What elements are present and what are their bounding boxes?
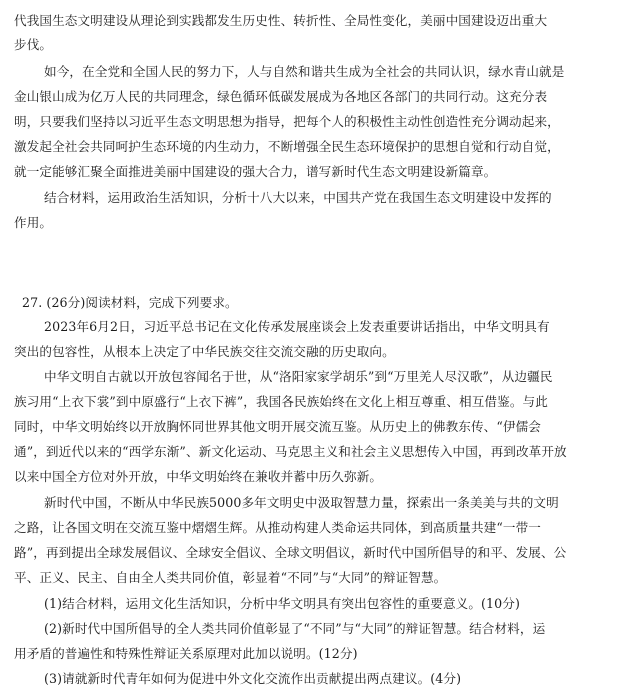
question-prompt-line: 结合材料，运用政治生活知识，分析十八大以来，中国共产党在我国生态文明建设中发挥的 bbox=[44, 190, 552, 205]
sub-question-2-cont: 用矛盾的普遍性和特殊性辩证关系原理对此加以说明。(12分) bbox=[14, 646, 358, 661]
question-prompt-line: 作用。 bbox=[14, 215, 53, 230]
material-line: 族习用“上衣下裳”到中原盛行“上衣下裤”，我国各民族始终在文化上相互尊重、相互借鉴。与此 bbox=[14, 394, 548, 409]
material-line: 突出的包容性，从根本上决定了中华民族交往交流交融的历史取向。 bbox=[14, 344, 395, 359]
material-line: 平、正义、民主、自由全人类共同价值，彰显着“不同”与“大同”的辩证智慧。 bbox=[14, 570, 447, 585]
passage-line: 明，只要我们坚持以习近平生态文明思想为指导，把每个人的积极性主动性创造性充分调动起来， bbox=[14, 114, 560, 129]
sub-question-2: (2)新时代中国所倡导的全人类共同价值彰显了“不同”与“大同”的辩证智慧。结合材料，运 bbox=[44, 621, 546, 636]
passage-line: 就一定能够汇聚全面推进美丽中国建设的强大合力，谱写新时代生态文明建设新篇章。 bbox=[14, 164, 497, 179]
material-line: 以来中国全方位对外开放，中华文明始终在兼收并蓄中历久弥新。 bbox=[14, 469, 383, 484]
passage-line: 激发起全社会共同呵护生态环境的内生动力，不断增强全民生态环境保护的思想自觉和行动自觉， bbox=[14, 139, 560, 154]
material-line: 通”，到近代以来的“西学东渐”、新文化运动、马克思主义和社会主义思想传入中国，再到改革开放 bbox=[14, 444, 567, 459]
material-line: 同时，中华文明始终以开放胸怀同世界其他文明开展交流互鉴。从历史上的佛教东传、“伊儒会 bbox=[14, 419, 541, 434]
passage-line: 如今，在全党和全国人民的努力下，人与自然和谐共生成为全社会的共同认识，绿水青山就是 bbox=[44, 64, 565, 79]
passage-line: 金山银山成为亿万人民的共同理念，绿色循环低碳发展成为各地区各部门的共同行动。这充分表 bbox=[14, 89, 548, 104]
sub-question-3: (3)请就新时代青年如何为促进中外文化交流作出贡献提出两点建议。(4分) bbox=[44, 671, 462, 686]
material-line: 2023年6月2日，习近平总书记在文化传承发展座谈会上发表重要讲话指出，中华文明具有 bbox=[44, 319, 550, 334]
passage-line: 步伐。 bbox=[14, 37, 53, 52]
material-line: 路”，再到提出全球发展倡议、全球安全倡议、全球文明倡议，新时代中国所倡导的和平、发展、公 bbox=[14, 545, 567, 560]
material-line: 新时代中国，不断从中华民族5000多年文明史中汲取智慧力量，探索出一条美美与共的文明 bbox=[44, 495, 559, 510]
sub-question-1: (1)结合材料，运用文化生活知识，分析中华文明具有突出包容性的重要意义。(10分) bbox=[44, 596, 520, 611]
question-heading: 27. (26分)阅读材料，完成下列要求。 bbox=[22, 295, 238, 310]
passage-line: 代我国生态文明建设从理论到实践都发生历史性、转折性、全局性变化，美丽中国建设迈出重大 bbox=[14, 13, 548, 28]
material-line: 中华文明自古就以开放包容闻名于世，从“洛阳家家学胡乐”到“万里羌人尽汉歌”，从边疆民 bbox=[44, 369, 553, 384]
material-line: 之路，让各国文明在交流互鉴中熠熠生辉。从推动构建人类命运共同体，到高质量共建“一带一 bbox=[14, 520, 541, 535]
